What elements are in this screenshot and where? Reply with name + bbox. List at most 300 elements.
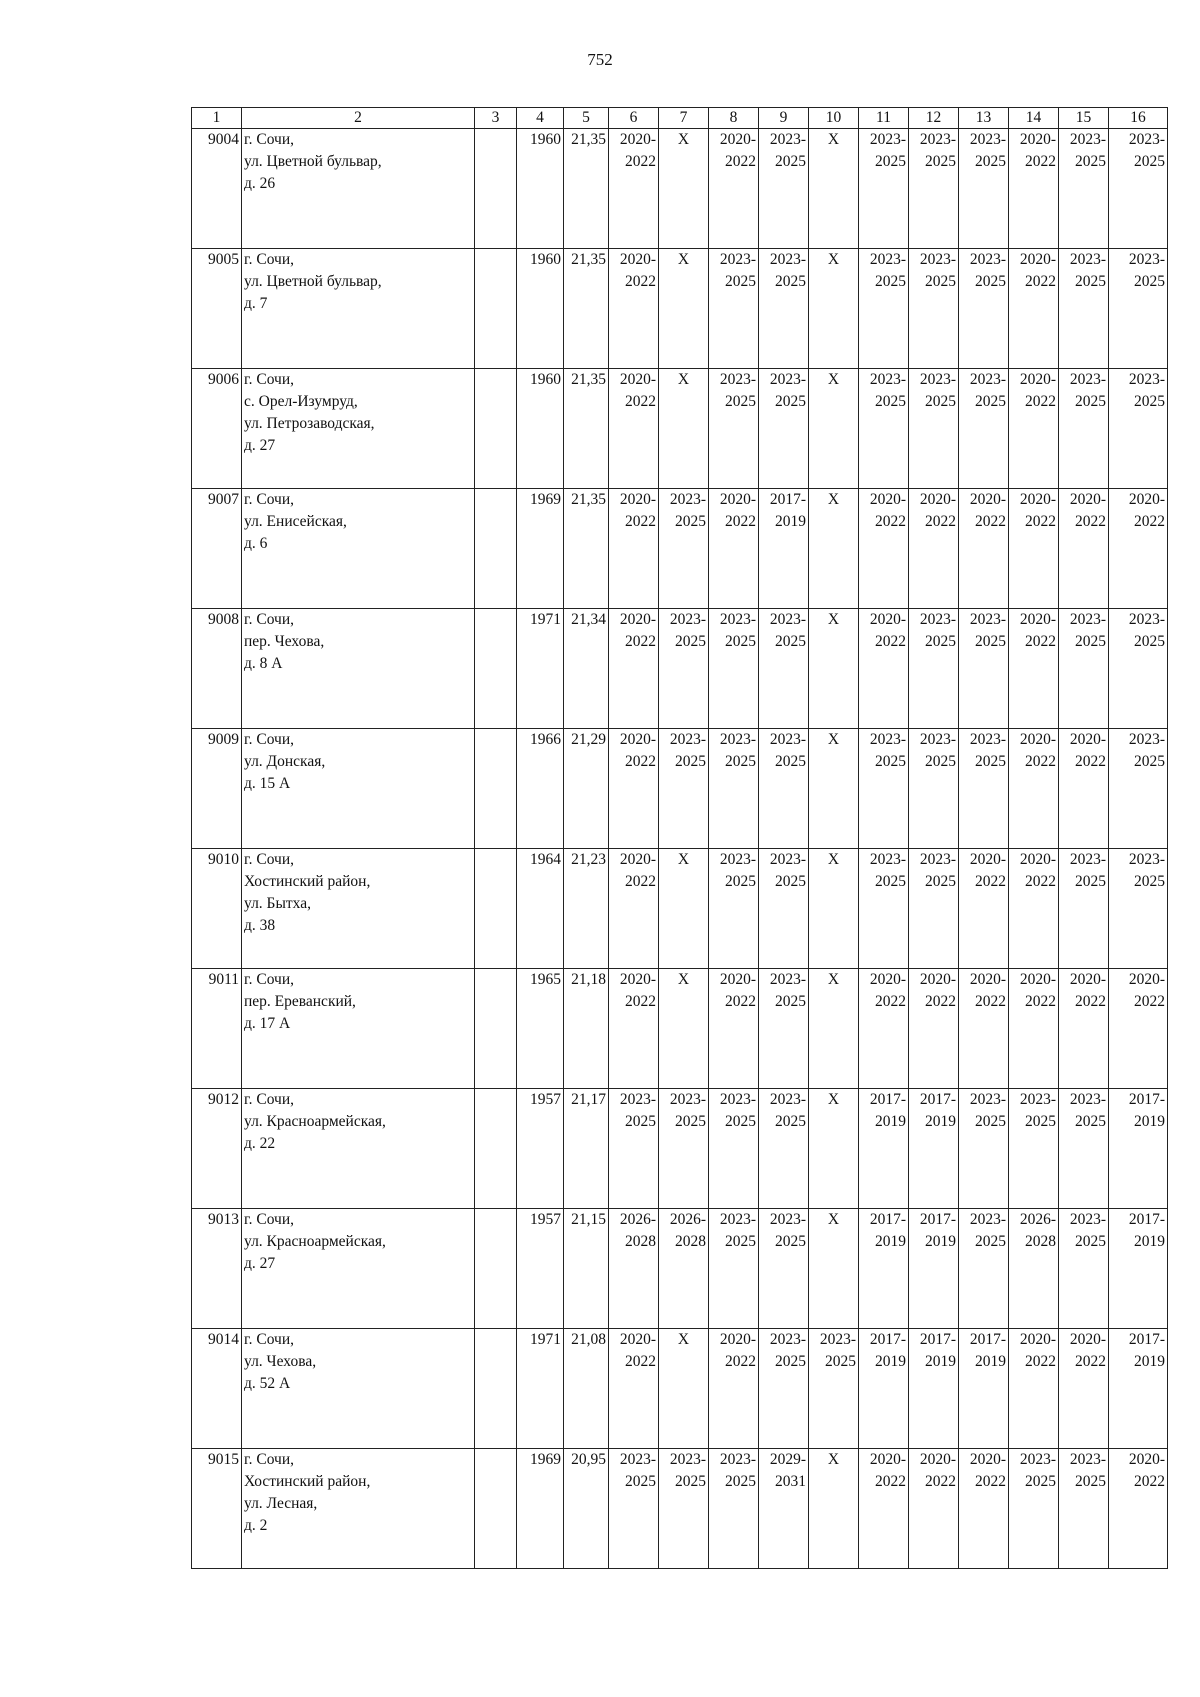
period-cell-col6 — [609, 969, 659, 1089]
period-part: 2023- — [669, 731, 706, 748]
period-part: 2025 — [725, 1113, 756, 1130]
period-part: 2023- — [769, 731, 806, 748]
period-cell-col6 — [609, 1329, 659, 1449]
period-cell-col16 — [1109, 129, 1168, 249]
address-line: д. 27 — [244, 1255, 276, 1272]
period-cell-col8 — [709, 609, 759, 729]
period-cell-col14 — [1009, 969, 1059, 1089]
period-cell-col16 — [1109, 729, 1168, 849]
period-part: 2020- — [1069, 1331, 1106, 1348]
period-part: 2025 — [775, 1233, 806, 1250]
address-line: д. 15 А — [244, 775, 291, 792]
period-part: 2020- — [1069, 971, 1106, 988]
period-cell-col9 — [759, 1449, 809, 1569]
period-part: 2025 — [675, 513, 706, 530]
period-part: 2025 — [725, 753, 756, 770]
period-part: 2020- — [869, 491, 906, 508]
period-part: 2023- — [869, 251, 906, 268]
period-part: 2025 — [775, 1353, 806, 1370]
period-cell-col16 — [1109, 249, 1168, 369]
period-part: 2023- — [1128, 731, 1165, 748]
period-part: 2022 — [625, 993, 656, 1010]
period-part: 2025 — [1134, 753, 1165, 770]
period-part: 2025 — [1025, 1113, 1056, 1130]
column-header-10: 10 — [809, 108, 859, 129]
row-id: 9010 — [192, 849, 242, 969]
period-cell-col15 — [1059, 1449, 1109, 1569]
period-cell-col6 — [609, 729, 659, 849]
period-part: 2019 — [925, 1113, 956, 1130]
period-part: 2023- — [969, 251, 1006, 268]
period-part: 2023- — [1128, 611, 1165, 628]
period-cell-col12 — [909, 249, 959, 369]
table-row — [192, 249, 1168, 369]
address-line: г. Сочи, — [244, 971, 295, 988]
period-cell-col7 — [659, 609, 709, 729]
period-cell-col6 — [609, 489, 659, 609]
column-header-14: 14 — [1009, 108, 1059, 129]
period-part: 2020- — [619, 131, 656, 148]
value-cell: 21,35 — [564, 249, 609, 369]
period-cell-col6 — [609, 609, 659, 729]
period-part: 2026- — [1019, 1211, 1056, 1228]
value-cell: 21,23 — [564, 849, 609, 969]
period-part: 2023- — [719, 371, 756, 388]
period-part: 2023- — [719, 851, 756, 868]
address-cell — [242, 729, 475, 849]
period-cell-col16 — [1109, 1209, 1168, 1329]
period-part: 2022 — [975, 993, 1006, 1010]
period-part: 2025 — [925, 153, 956, 170]
period-cell-col15 — [1059, 249, 1109, 369]
year-cell: 1957 — [517, 1089, 564, 1209]
period-cell-col8 — [709, 1329, 759, 1449]
value-cell: 21,17 — [564, 1089, 609, 1209]
period-part: 2025 — [975, 633, 1006, 650]
period-part: 2023- — [1069, 1451, 1106, 1468]
period-part: 2022 — [875, 633, 906, 650]
period-part: 2025 — [1025, 1473, 1056, 1490]
period-cell-col14 — [1009, 1449, 1059, 1569]
address-line: г. Сочи, — [244, 371, 295, 388]
period-part: 2025 — [625, 1113, 656, 1130]
row-id: 9008 — [192, 609, 242, 729]
period-part: 2025 — [1134, 393, 1165, 410]
period-part: 2023- — [669, 1451, 706, 1468]
period-part: 2023- — [719, 251, 756, 268]
period-part: 2025 — [1134, 153, 1165, 170]
period-cell-col7 — [659, 129, 709, 249]
period-cell-col13 — [959, 729, 1009, 849]
period-cell-col8 — [709, 849, 759, 969]
period-part: 2025 — [1075, 1113, 1106, 1130]
not-applicable-mark: X — [677, 131, 690, 148]
header-row — [192, 108, 1168, 129]
period-part: 2028 — [1025, 1233, 1056, 1250]
period-part: 2025 — [925, 273, 956, 290]
period-part: 2017- — [869, 1211, 906, 1228]
period-cell-col14 — [1009, 489, 1059, 609]
period-part: 2023- — [669, 611, 706, 628]
address-cell — [242, 1329, 475, 1449]
period-cell-col12 — [909, 369, 959, 489]
period-part: 2023- — [869, 731, 906, 748]
period-cell-col9 — [759, 129, 809, 249]
period-part: 2020- — [1128, 971, 1165, 988]
period-part: 2025 — [925, 393, 956, 410]
period-part: 2029- — [769, 1451, 806, 1468]
period-cell-col9 — [759, 849, 809, 969]
address-line: г. Сочи, — [244, 731, 295, 748]
period-cell-col15 — [1059, 369, 1109, 489]
period-cell-col14 — [1009, 1329, 1059, 1449]
year-cell: 1960 — [517, 249, 564, 369]
period-cell-col16 — [1109, 1329, 1168, 1449]
period-part: 2020- — [619, 1331, 656, 1348]
period-part: 2023- — [919, 851, 956, 868]
address-line: Хостинский район, — [244, 1473, 371, 1490]
address-cell — [242, 369, 475, 489]
period-part: 2025 — [775, 1113, 806, 1130]
period-cell-col12 — [909, 1329, 959, 1449]
col3-cell — [475, 1329, 517, 1449]
period-part: 2020- — [869, 611, 906, 628]
address-line: г. Сочи, — [244, 251, 295, 268]
period-cell-col11 — [859, 729, 909, 849]
period-part: 2017- — [869, 1331, 906, 1348]
period-cell-col8 — [709, 1089, 759, 1209]
period-cell-col11 — [859, 1209, 909, 1329]
address-line: г. Сочи, — [244, 491, 295, 508]
period-part: 2022 — [1025, 153, 1056, 170]
period-cell-col7 — [659, 489, 709, 609]
period-cell-col12 — [909, 849, 959, 969]
period-part: 2025 — [775, 993, 806, 1010]
period-part: 2025 — [875, 393, 906, 410]
col3-cell — [475, 249, 517, 369]
period-part: 2022 — [1025, 273, 1056, 290]
address-cell — [242, 489, 475, 609]
period-cell-col8 — [709, 369, 759, 489]
period-part: 2023- — [1069, 251, 1106, 268]
period-part: 2022 — [975, 1473, 1006, 1490]
period-cell-col15 — [1059, 609, 1109, 729]
address-line: д. 38 — [244, 917, 276, 934]
column-header-1: 1 — [192, 108, 242, 129]
address-line: д. 8 А — [244, 655, 283, 672]
period-part: 2023- — [1019, 1091, 1056, 1108]
period-cell-col7 — [659, 369, 709, 489]
period-part: 2023- — [919, 611, 956, 628]
period-cell-col7 — [659, 1449, 709, 1569]
period-part: 2025 — [725, 1473, 756, 1490]
row-id: 9004 — [192, 129, 242, 249]
period-part: 2025 — [675, 753, 706, 770]
period-part: 2025 — [725, 393, 756, 410]
period-cell-col14 — [1009, 249, 1059, 369]
period-cell-col9 — [759, 1089, 809, 1209]
period-part: 2025 — [1075, 1233, 1106, 1250]
period-part: 2025 — [875, 753, 906, 770]
year-cell: 1960 — [517, 369, 564, 489]
address-line: с. Орел-Изумруд, — [244, 393, 358, 410]
period-part: 2025 — [775, 873, 806, 890]
period-cell-col7 — [659, 1209, 709, 1329]
period-part: 2025 — [1075, 873, 1106, 890]
period-part: 2017- — [919, 1331, 956, 1348]
period-part: 2020- — [1019, 851, 1056, 868]
period-cell-col11 — [859, 249, 909, 369]
period-part: 2025 — [975, 1113, 1006, 1130]
period-cell-col10 — [809, 969, 859, 1089]
period-part: 2023- — [919, 371, 956, 388]
period-part: 2025 — [875, 873, 906, 890]
year-cell: 1957 — [517, 1209, 564, 1329]
year-cell: 1971 — [517, 1329, 564, 1449]
period-part: 2023- — [1069, 1211, 1106, 1228]
row-id: 9007 — [192, 489, 242, 609]
period-cell-col14 — [1009, 1089, 1059, 1209]
period-part: 2025 — [1134, 873, 1165, 890]
period-cell-col7 — [659, 1329, 709, 1449]
period-cell-col16 — [1109, 969, 1168, 1089]
address-line: ул. Енисейская, — [244, 513, 347, 530]
period-part: 2023- — [1069, 371, 1106, 388]
period-part: 2020- — [1019, 971, 1056, 988]
period-part: 2023- — [869, 371, 906, 388]
period-part: 2019 — [1134, 1113, 1165, 1130]
address-line: д. 52 А — [244, 1375, 291, 1392]
period-part: 2023- — [719, 1091, 756, 1108]
row-id: 9013 — [192, 1209, 242, 1329]
period-part: 2020- — [1019, 611, 1056, 628]
period-part: 2028 — [675, 1233, 706, 1250]
value-cell: 21,35 — [564, 369, 609, 489]
period-part: 2020- — [619, 371, 656, 388]
not-applicable-mark: X — [827, 371, 840, 388]
period-part: 2022 — [725, 513, 756, 530]
period-part: 2022 — [725, 1353, 756, 1370]
period-part: 2025 — [775, 753, 806, 770]
period-part: 2019 — [1134, 1353, 1165, 1370]
period-part: 2023- — [869, 131, 906, 148]
row-id: 9015 — [192, 1449, 242, 1569]
period-cell-col8 — [709, 729, 759, 849]
period-part: 2019 — [975, 1353, 1006, 1370]
address-line: ул. Цветной бульвар, — [244, 273, 382, 290]
period-part: 2023- — [1128, 131, 1165, 148]
period-cell-col10 — [809, 249, 859, 369]
period-part: 2022 — [1075, 993, 1106, 1010]
period-part: 2022 — [875, 513, 906, 530]
period-part: 2022 — [925, 1473, 956, 1490]
not-applicable-mark: X — [827, 251, 840, 268]
period-part: 2025 — [725, 1233, 756, 1250]
period-cell-col15 — [1059, 1329, 1109, 1449]
period-cell-col10 — [809, 129, 859, 249]
period-part: 2022 — [625, 153, 656, 170]
period-part: 2020- — [719, 491, 756, 508]
column-header-11: 11 — [859, 108, 909, 129]
not-applicable-mark: X — [827, 611, 840, 628]
period-part: 2020- — [1019, 491, 1056, 508]
col3-cell — [475, 369, 517, 489]
period-part: 2023- — [919, 131, 956, 148]
period-cell-col15 — [1059, 489, 1109, 609]
period-cell-col6 — [609, 129, 659, 249]
period-part: 2025 — [1075, 1473, 1106, 1490]
period-part: 2023- — [1128, 371, 1165, 388]
period-part: 2023- — [969, 1091, 1006, 1108]
period-cell-col9 — [759, 1209, 809, 1329]
period-part: 2023- — [669, 491, 706, 508]
period-part: 2020- — [619, 491, 656, 508]
housing-table — [191, 107, 1168, 1569]
period-part: 2017- — [869, 1091, 906, 1108]
period-cell-col13 — [959, 1209, 1009, 1329]
not-applicable-mark: X — [827, 1211, 840, 1228]
period-part: 2025 — [1075, 633, 1106, 650]
period-part: 2023- — [1069, 611, 1106, 628]
address-line: д. 27 — [244, 437, 276, 454]
not-applicable-mark: X — [827, 851, 840, 868]
period-cell-col6 — [609, 1089, 659, 1209]
period-part: 2023- — [1069, 1091, 1106, 1108]
period-part: 2023- — [719, 731, 756, 748]
value-cell: 21,18 — [564, 969, 609, 1089]
period-part: 2020- — [1069, 731, 1106, 748]
period-part: 2019 — [875, 1233, 906, 1250]
period-part: 2020- — [619, 731, 656, 748]
period-part: 2031 — [775, 1473, 806, 1490]
period-part: 2020- — [619, 611, 656, 628]
period-cell-col7 — [659, 1089, 709, 1209]
address-cell — [242, 249, 475, 369]
period-part: 2020- — [1069, 491, 1106, 508]
period-cell-col13 — [959, 249, 1009, 369]
not-applicable-mark: X — [827, 731, 840, 748]
period-cell-col8 — [709, 489, 759, 609]
period-cell-col9 — [759, 249, 809, 369]
period-part: 2023- — [769, 971, 806, 988]
period-cell-col13 — [959, 1089, 1009, 1209]
period-part: 2022 — [925, 513, 956, 530]
period-part: 2023- — [769, 1091, 806, 1108]
period-part: 2020- — [1128, 491, 1165, 508]
period-cell-col9 — [759, 1329, 809, 1449]
period-cell-col10 — [809, 489, 859, 609]
period-part: 2020- — [719, 971, 756, 988]
not-applicable-mark: X — [827, 1451, 840, 1468]
period-cell-col11 — [859, 1449, 909, 1569]
table-row — [192, 849, 1168, 969]
period-cell-col13 — [959, 609, 1009, 729]
table-row — [192, 489, 1168, 609]
col3-cell — [475, 849, 517, 969]
period-part: 2025 — [675, 1113, 706, 1130]
row-id: 9012 — [192, 1089, 242, 1209]
period-cell-col9 — [759, 969, 809, 1089]
not-applicable-mark: X — [677, 971, 690, 988]
address-line: ул. Бытха, — [244, 895, 311, 912]
period-cell-col13 — [959, 1449, 1009, 1569]
period-part: 2019 — [875, 1113, 906, 1130]
period-part: 2023- — [1128, 851, 1165, 868]
period-cell-col15 — [1059, 129, 1109, 249]
period-part: 2022 — [1025, 753, 1056, 770]
period-cell-col10 — [809, 1089, 859, 1209]
address-line: д. 6 — [244, 535, 268, 552]
value-cell: 21,35 — [564, 489, 609, 609]
period-part: 2020- — [969, 491, 1006, 508]
period-part: 2025 — [1134, 273, 1165, 290]
year-cell: 1965 — [517, 969, 564, 1089]
year-cell: 1969 — [517, 1449, 564, 1569]
period-part: 2025 — [1075, 153, 1106, 170]
period-part: 2023- — [919, 251, 956, 268]
period-part: 2026- — [669, 1211, 706, 1228]
period-part: 2025 — [875, 273, 906, 290]
period-cell-col8 — [709, 1209, 759, 1329]
table-row — [192, 1209, 1168, 1329]
period-part: 2022 — [1134, 993, 1165, 1010]
period-cell-col10 — [809, 369, 859, 489]
period-cell-col8 — [709, 129, 759, 249]
period-part: 2022 — [625, 873, 656, 890]
period-cell-col11 — [859, 609, 909, 729]
row-id: 9011 — [192, 969, 242, 1089]
table-row — [192, 1449, 1168, 1569]
period-part: 2025 — [975, 1233, 1006, 1250]
address-line: д. 7 — [244, 295, 268, 312]
period-part: 2022 — [625, 273, 656, 290]
period-cell-col10 — [809, 1209, 859, 1329]
address-line: д. 26 — [244, 175, 276, 192]
period-part: 2023- — [1019, 1451, 1056, 1468]
period-cell-col16 — [1109, 369, 1168, 489]
row-id: 9014 — [192, 1329, 242, 1449]
period-part: 2022 — [1134, 1473, 1165, 1490]
period-part: 2025 — [1075, 273, 1106, 290]
period-part: 2023- — [769, 1331, 806, 1348]
not-applicable-mark: X — [677, 251, 690, 268]
address-cell — [242, 1209, 475, 1329]
period-part: 2017- — [919, 1211, 956, 1228]
period-part: 2020- — [969, 971, 1006, 988]
period-part: 2025 — [1075, 393, 1106, 410]
period-part: 2023- — [769, 251, 806, 268]
period-cell-col7 — [659, 849, 709, 969]
period-cell-col14 — [1009, 729, 1059, 849]
period-part: 2022 — [625, 1353, 656, 1370]
period-cell-col15 — [1059, 849, 1109, 969]
period-cell-col9 — [759, 609, 809, 729]
period-cell-col11 — [859, 849, 909, 969]
period-part: 2023- — [969, 1211, 1006, 1228]
period-part: 2017- — [1128, 1331, 1165, 1348]
period-part: 2025 — [1134, 633, 1165, 650]
period-part: 2025 — [975, 393, 1006, 410]
period-part: 2022 — [1025, 993, 1056, 1010]
row-id: 9005 — [192, 249, 242, 369]
period-part: 2022 — [1025, 1353, 1056, 1370]
not-applicable-mark: X — [827, 131, 840, 148]
period-cell-col6 — [609, 369, 659, 489]
period-part: 2022 — [875, 1473, 906, 1490]
period-part: 2022 — [625, 513, 656, 530]
period-cell-col10 — [809, 609, 859, 729]
address-line: ул. Чехова, — [244, 1353, 317, 1370]
